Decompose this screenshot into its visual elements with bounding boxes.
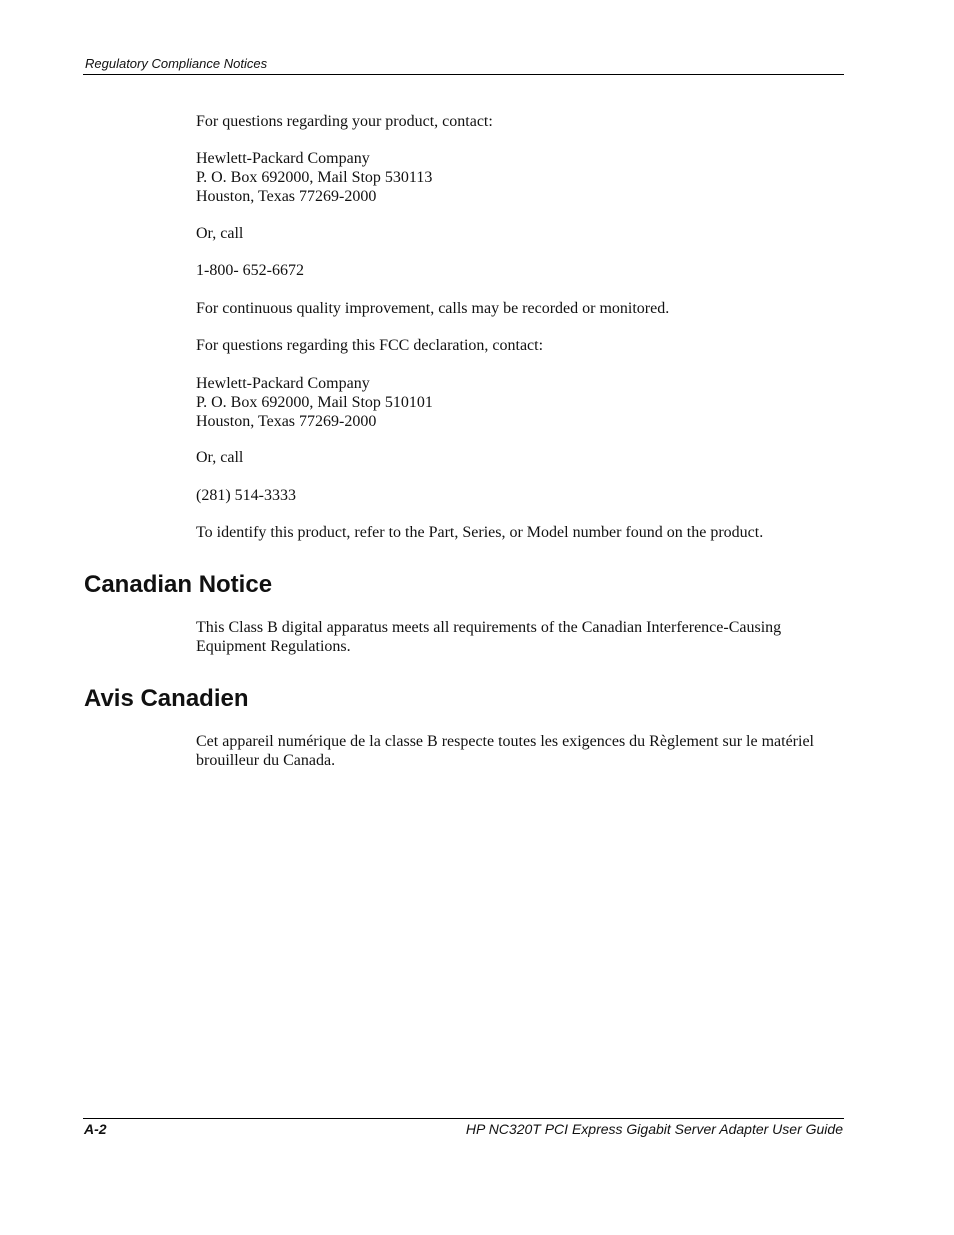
canadian-notice-body <box>196 618 844 656</box>
phone-line-1: 1-800- 652-6672 <box>196 262 304 279</box>
guide-title: HP NC320T PCI Express Gigabit Server Adapter User Guide <box>465 1121 843 1137</box>
identify-note-text <box>196 523 844 542</box>
page-number: A-2 <box>84 1121 107 1137</box>
phone-number-1 <box>196 261 844 280</box>
product-address-block <box>196 149 844 206</box>
canadian-notice-paragraph: This Class B digital apparatus meets all requirements of the Canadian Interference-Causing Equipment Regulations. <box>196 619 782 655</box>
canadian-notice-heading: Canadian Notice <box>84 571 273 598</box>
phone-number-2 <box>196 486 844 505</box>
footer-rule <box>83 1118 844 1119</box>
avis-canadien-heading: Avis Canadien <box>84 685 249 712</box>
or-call-text-2 <box>196 448 844 467</box>
declaration-questions-line: For questions regarding this FCC declaration, contact: <box>196 337 544 354</box>
header-rule <box>83 74 844 75</box>
product-questions-line: For questions regarding your product, contact: <box>196 113 493 130</box>
product-address: Hewlett-Packard Company P. O. Box 692000, Mail Stop 530113 Houston, Texas 77269-2000 <box>196 150 433 205</box>
declaration-questions-text <box>196 336 844 355</box>
phone-line-2: (281) 514-3333 <box>196 487 296 504</box>
identify-note-line: To identify this product, refer to the Part, Series, or Model number found on the product. <box>196 524 764 541</box>
product-questions-text <box>196 112 844 131</box>
or-call-line-2: Or, call <box>196 449 244 466</box>
avis-canadien-body <box>196 732 844 770</box>
declaration-address-block <box>196 374 844 431</box>
quality-note-line: For continuous quality improvement, calls may be recorded or monitored. <box>196 300 670 317</box>
running-header: Regulatory Compliance Notices <box>85 56 268 71</box>
avis-canadien-paragraph: Cet appareil numérique de la classe B respecte toutes les exigences du Règlement sur le matériel brouilleur du Canada. <box>196 733 814 769</box>
or-call-line-1: Or, call <box>196 225 244 242</box>
declaration-address: Hewlett-Packard Company P. O. Box 692000, Mail Stop 510101 Houston, Texas 77269-2000 <box>196 375 433 430</box>
or-call-text-1 <box>196 224 844 243</box>
quality-note-text <box>196 299 844 318</box>
